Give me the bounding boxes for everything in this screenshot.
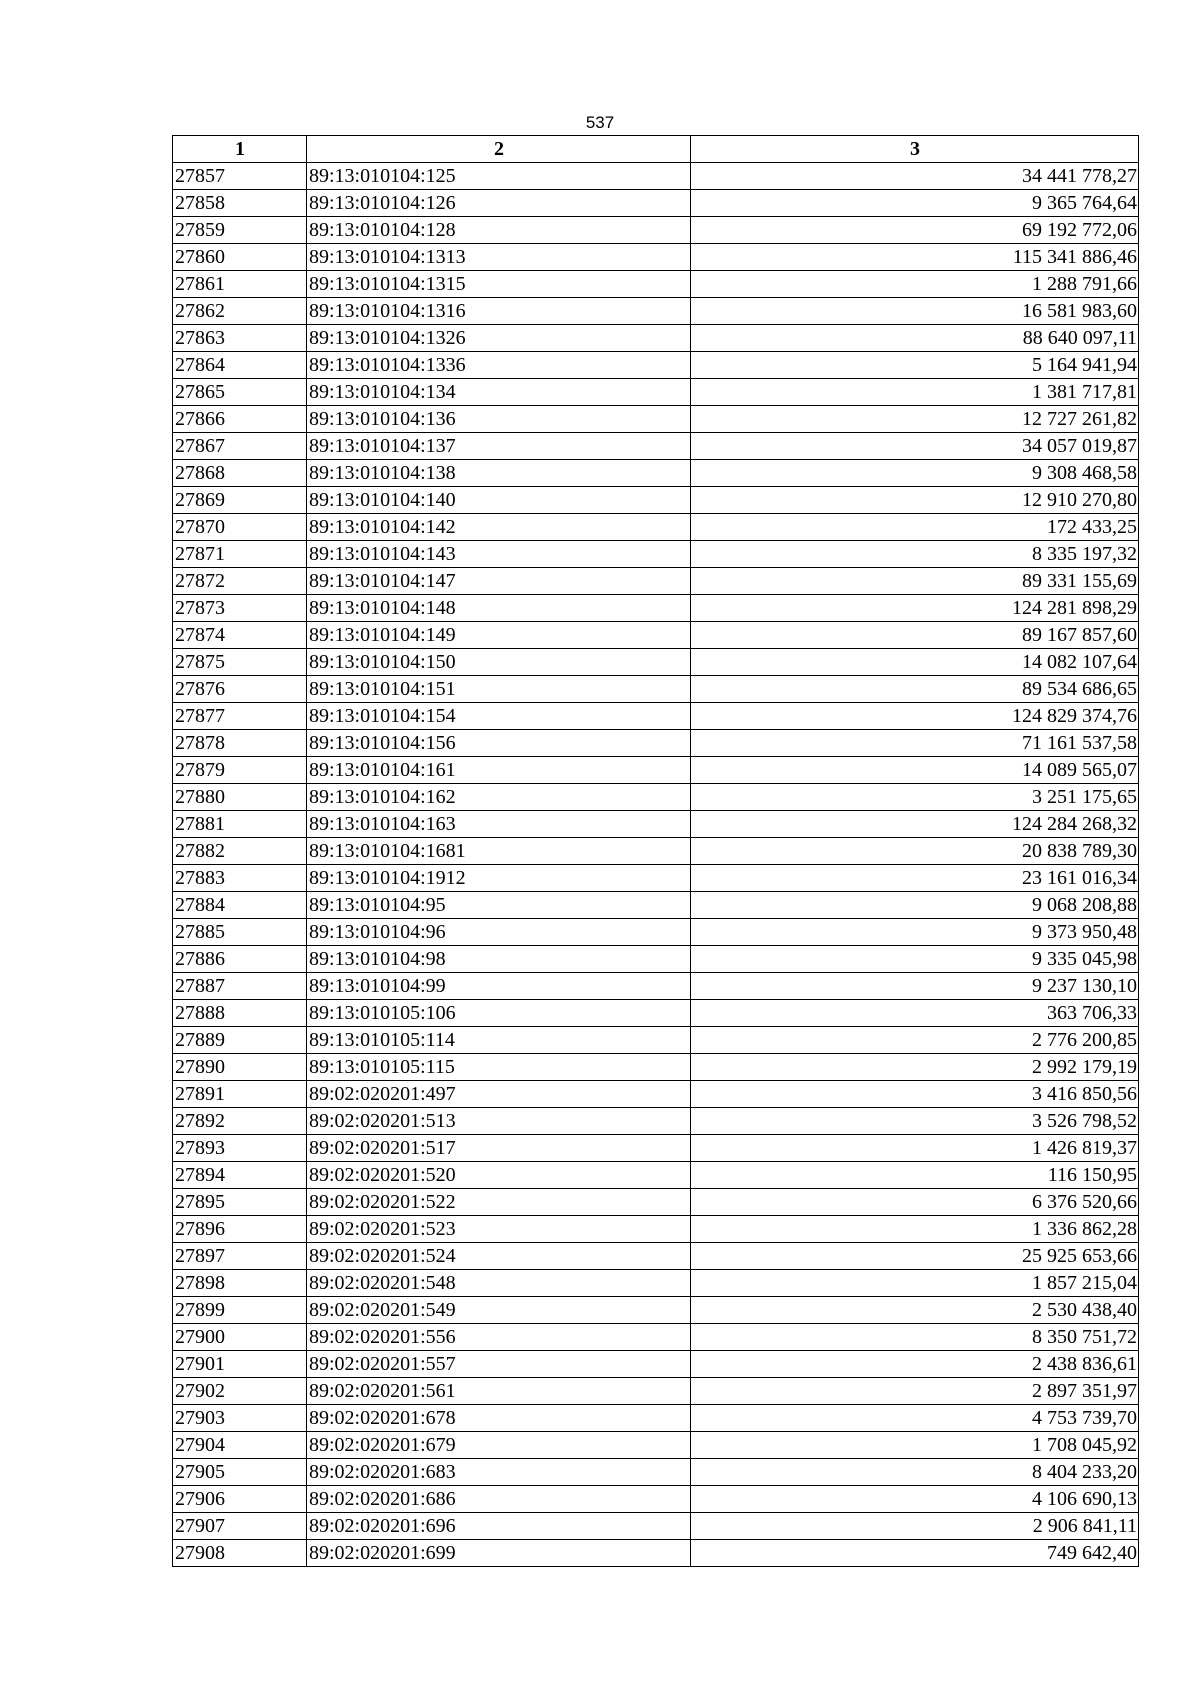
table-row xyxy=(173,676,1139,703)
cadastral-value-cell: 4 753 739,70 xyxy=(691,1405,1139,1432)
cadastral-number-cell: 89:02:020201:557 xyxy=(307,1351,691,1378)
table-row xyxy=(173,217,1139,244)
cadastral-number-cell: 89:13:010104:148 xyxy=(307,595,691,622)
cadastral-number-cell: 89:13:010104:162 xyxy=(307,784,691,811)
cadastral-value-cell: 8 335 197,32 xyxy=(691,541,1139,568)
cadastral-value-cell: 25 925 653,66 xyxy=(691,1243,1139,1270)
cadastral-value-cell: 124 829 374,76 xyxy=(691,703,1139,730)
row-number-cell: 27896 xyxy=(173,1216,307,1243)
cadastral-value-cell: 1 426 819,37 xyxy=(691,1135,1139,1162)
table-row xyxy=(173,1297,1139,1324)
cadastral-number-cell: 89:13:010104:1315 xyxy=(307,271,691,298)
row-number-cell: 27875 xyxy=(173,649,307,676)
row-number-cell: 27907 xyxy=(173,1513,307,1540)
cadastral-value-cell: 3 251 175,65 xyxy=(691,784,1139,811)
table-row xyxy=(173,1351,1139,1378)
cadastral-number-cell: 89:13:010104:1681 xyxy=(307,838,691,865)
table-row xyxy=(173,1000,1139,1027)
cadastral-number-cell: 89:02:020201:678 xyxy=(307,1405,691,1432)
cadastral-value-cell: 1 288 791,66 xyxy=(691,271,1139,298)
table-row xyxy=(173,757,1139,784)
row-number-cell: 27888 xyxy=(173,1000,307,1027)
cadastral-value-cell: 16 581 983,60 xyxy=(691,298,1139,325)
cadastral-number-cell: 89:13:010104:140 xyxy=(307,487,691,514)
cadastral-value-cell: 115 341 886,46 xyxy=(691,244,1139,271)
table-row xyxy=(173,352,1139,379)
cadastral-value-cell: 1 336 862,28 xyxy=(691,1216,1139,1243)
row-number-cell: 27901 xyxy=(173,1351,307,1378)
cadastral-number-cell: 89:13:010104:163 xyxy=(307,811,691,838)
cadastral-value-cell: 3 526 798,52 xyxy=(691,1108,1139,1135)
row-number-cell: 27889 xyxy=(173,1027,307,1054)
cadastral-number-cell: 89:02:020201:696 xyxy=(307,1513,691,1540)
table-row xyxy=(173,784,1139,811)
row-number-cell: 27859 xyxy=(173,217,307,244)
table-row xyxy=(173,1135,1139,1162)
cadastral-value-cell: 749 642,40 xyxy=(691,1540,1139,1567)
table-row xyxy=(173,1513,1139,1540)
cadastral-number-cell: 89:02:020201:549 xyxy=(307,1297,691,1324)
cadastral-number-cell: 89:13:010105:115 xyxy=(307,1054,691,1081)
row-number-cell: 27881 xyxy=(173,811,307,838)
row-number-cell: 27908 xyxy=(173,1540,307,1567)
column-header-2: 2 xyxy=(307,136,691,163)
cadastral-value-cell: 1 708 045,92 xyxy=(691,1432,1139,1459)
cadastral-number-cell: 89:02:020201:523 xyxy=(307,1216,691,1243)
table-row xyxy=(173,433,1139,460)
page-number: 537 xyxy=(585,113,615,132)
cadastral-value-cell: 34 057 019,87 xyxy=(691,433,1139,460)
cadastral-value-cell: 4 106 690,13 xyxy=(691,1486,1139,1513)
cadastral-number-cell: 89:02:020201:679 xyxy=(307,1432,691,1459)
row-number-cell: 27863 xyxy=(173,325,307,352)
table-row xyxy=(173,595,1139,622)
cadastral-value-cell: 6 376 520,66 xyxy=(691,1189,1139,1216)
cadastral-number-cell: 89:02:020201:686 xyxy=(307,1486,691,1513)
row-number-cell: 27890 xyxy=(173,1054,307,1081)
row-number-cell: 27868 xyxy=(173,460,307,487)
row-number-cell: 27893 xyxy=(173,1135,307,1162)
row-number-cell: 27891 xyxy=(173,1081,307,1108)
cadastral-number-cell: 89:13:010104:99 xyxy=(307,973,691,1000)
row-number-cell: 27884 xyxy=(173,892,307,919)
cadastral-number-cell: 89:13:010104:1336 xyxy=(307,352,691,379)
cadastral-value-cell: 124 284 268,32 xyxy=(691,811,1139,838)
cadastral-value-cell: 89 331 155,69 xyxy=(691,568,1139,595)
row-number-cell: 27904 xyxy=(173,1432,307,1459)
cadastral-number-cell: 89:13:010104:151 xyxy=(307,676,691,703)
cadastral-value-cell: 116 150,95 xyxy=(691,1162,1139,1189)
row-number-cell: 27879 xyxy=(173,757,307,784)
cadastral-value-cell: 69 192 772,06 xyxy=(691,217,1139,244)
row-number-cell: 27871 xyxy=(173,541,307,568)
cadastral-value-cell: 23 161 016,34 xyxy=(691,865,1139,892)
cadastral-number-cell: 89:13:010104:128 xyxy=(307,217,691,244)
row-number-cell: 27872 xyxy=(173,568,307,595)
cadastral-number-cell: 89:13:010104:1316 xyxy=(307,298,691,325)
table-row xyxy=(173,190,1139,217)
row-number-cell: 27906 xyxy=(173,1486,307,1513)
cadastral-value-cell: 89 167 857,60 xyxy=(691,622,1139,649)
cadastral-number-cell: 89:02:020201:497 xyxy=(307,1081,691,1108)
table-row xyxy=(173,892,1139,919)
row-number-cell: 27864 xyxy=(173,352,307,379)
cadastral-number-cell: 89:02:020201:561 xyxy=(307,1378,691,1405)
table-row xyxy=(173,163,1139,190)
cadastral-value-cell: 2 992 179,19 xyxy=(691,1054,1139,1081)
table-row xyxy=(173,1243,1139,1270)
cadastral-value-cell: 8 350 751,72 xyxy=(691,1324,1139,1351)
cadastral-value-cell: 71 161 537,58 xyxy=(691,730,1139,757)
row-number-cell: 27865 xyxy=(173,379,307,406)
column-header-1: 1 xyxy=(173,136,307,163)
table-row xyxy=(173,460,1139,487)
table-row xyxy=(173,838,1139,865)
row-number-cell: 27862 xyxy=(173,298,307,325)
cadastral-number-cell: 89:02:020201:683 xyxy=(307,1459,691,1486)
table-row xyxy=(173,730,1139,757)
row-number-cell: 27866 xyxy=(173,406,307,433)
cadastral-number-cell: 89:13:010104:96 xyxy=(307,919,691,946)
table-row xyxy=(173,1432,1139,1459)
cadastral-number-cell: 89:13:010104:98 xyxy=(307,946,691,973)
cadastral-value-cell: 9 373 950,48 xyxy=(691,919,1139,946)
table-row xyxy=(173,973,1139,1000)
cadastral-value-cell: 12 727 261,82 xyxy=(691,406,1139,433)
row-number-cell: 27873 xyxy=(173,595,307,622)
cadastral-value-cell: 1 381 717,81 xyxy=(691,379,1139,406)
row-number-cell: 27898 xyxy=(173,1270,307,1297)
row-number-cell: 27878 xyxy=(173,730,307,757)
row-number-cell: 27874 xyxy=(173,622,307,649)
cadastral-number-cell: 89:13:010105:114 xyxy=(307,1027,691,1054)
cadastral-value-cell: 88 640 097,11 xyxy=(691,325,1139,352)
row-number-cell: 27897 xyxy=(173,1243,307,1270)
table-row xyxy=(173,541,1139,568)
table-row xyxy=(173,1081,1139,1108)
cadastral-number-cell: 89:02:020201:517 xyxy=(307,1135,691,1162)
row-number-cell: 27858 xyxy=(173,190,307,217)
cadastral-number-cell: 89:02:020201:520 xyxy=(307,1162,691,1189)
cadastral-value-cell: 2 906 841,11 xyxy=(691,1513,1139,1540)
row-number-cell: 27867 xyxy=(173,433,307,460)
cadastral-number-cell: 89:13:010104:154 xyxy=(307,703,691,730)
table-row xyxy=(173,271,1139,298)
table-row xyxy=(173,946,1139,973)
table-body xyxy=(173,163,1139,1567)
cadastral-value-cell: 172 433,25 xyxy=(691,514,1139,541)
cadastral-value-cell: 2 897 351,97 xyxy=(691,1378,1139,1405)
cadastral-number-cell: 89:13:010104:136 xyxy=(307,406,691,433)
table-row xyxy=(173,1162,1139,1189)
table-row xyxy=(173,919,1139,946)
row-number-cell: 27876 xyxy=(173,676,307,703)
table-row xyxy=(173,811,1139,838)
table-row xyxy=(173,325,1139,352)
cadastral-number-cell: 89:13:010104:149 xyxy=(307,622,691,649)
cadastral-value-cell: 124 281 898,29 xyxy=(691,595,1139,622)
table-row xyxy=(173,649,1139,676)
table-row xyxy=(173,1459,1139,1486)
table-header-row xyxy=(173,136,1139,163)
table-row xyxy=(173,1108,1139,1135)
cadastral-number-cell: 89:13:010104:1326 xyxy=(307,325,691,352)
row-number-cell: 27886 xyxy=(173,946,307,973)
table-row xyxy=(173,1270,1139,1297)
cadastral-value-cell: 9 068 208,88 xyxy=(691,892,1139,919)
cadastral-number-cell: 89:13:010104:138 xyxy=(307,460,691,487)
row-number-cell: 27895 xyxy=(173,1189,307,1216)
cadastral-value-cell: 14 082 107,64 xyxy=(691,649,1139,676)
row-number-cell: 27894 xyxy=(173,1162,307,1189)
cadastral-number-cell: 89:13:010104:134 xyxy=(307,379,691,406)
cadastral-value-cell: 20 838 789,30 xyxy=(691,838,1139,865)
row-number-cell: 27860 xyxy=(173,244,307,271)
row-number-cell: 27880 xyxy=(173,784,307,811)
row-number-cell: 27903 xyxy=(173,1405,307,1432)
row-number-cell: 27870 xyxy=(173,514,307,541)
table-row xyxy=(173,406,1139,433)
table-row xyxy=(173,1216,1139,1243)
cadastral-number-cell: 89:02:020201:522 xyxy=(307,1189,691,1216)
cadastral-value-cell: 89 534 686,65 xyxy=(691,676,1139,703)
table-row xyxy=(173,622,1139,649)
row-number-cell: 27887 xyxy=(173,973,307,1000)
table-row xyxy=(173,487,1139,514)
cadastral-number-cell: 89:02:020201:548 xyxy=(307,1270,691,1297)
table-row xyxy=(173,1027,1139,1054)
row-number-cell: 27861 xyxy=(173,271,307,298)
cadastral-number-cell: 89:13:010104:150 xyxy=(307,649,691,676)
table-row xyxy=(173,568,1139,595)
cadastral-number-cell: 89:13:010104:1313 xyxy=(307,244,691,271)
cadastral-value-table xyxy=(172,135,1139,1567)
cadastral-value-cell: 2 530 438,40 xyxy=(691,1297,1139,1324)
table-row xyxy=(173,1324,1139,1351)
cadastral-value-cell: 8 404 233,20 xyxy=(691,1459,1139,1486)
cadastral-value-cell: 9 237 130,10 xyxy=(691,973,1139,1000)
table-row xyxy=(173,703,1139,730)
row-number-cell: 27882 xyxy=(173,838,307,865)
cadastral-number-cell: 89:02:020201:556 xyxy=(307,1324,691,1351)
cadastral-value-cell: 2 776 200,85 xyxy=(691,1027,1139,1054)
cadastral-value-cell: 5 164 941,94 xyxy=(691,352,1139,379)
row-number-cell: 27869 xyxy=(173,487,307,514)
cadastral-number-cell: 89:13:010104:125 xyxy=(307,163,691,190)
cadastral-number-cell: 89:02:020201:699 xyxy=(307,1540,691,1567)
table-row xyxy=(173,1054,1139,1081)
cadastral-value-cell: 12 910 270,80 xyxy=(691,487,1139,514)
table-row xyxy=(173,1486,1139,1513)
cadastral-value-cell: 2 438 836,61 xyxy=(691,1351,1139,1378)
cadastral-value-cell: 363 706,33 xyxy=(691,1000,1139,1027)
row-number-cell: 27900 xyxy=(173,1324,307,1351)
row-number-cell: 27883 xyxy=(173,865,307,892)
cadastral-value-cell: 9 335 045,98 xyxy=(691,946,1139,973)
row-number-cell: 27899 xyxy=(173,1297,307,1324)
table-row xyxy=(173,1405,1139,1432)
table-row xyxy=(173,1378,1139,1405)
cadastral-value-cell: 34 441 778,27 xyxy=(691,163,1139,190)
row-number-cell: 27902 xyxy=(173,1378,307,1405)
cadastral-number-cell: 89:13:010104:137 xyxy=(307,433,691,460)
table-row xyxy=(173,865,1139,892)
cadastral-value-cell: 1 857 215,04 xyxy=(691,1270,1139,1297)
cadastral-number-cell: 89:13:010104:143 xyxy=(307,541,691,568)
cadastral-number-cell: 89:13:010104:95 xyxy=(307,892,691,919)
cadastral-number-cell: 89:13:010104:126 xyxy=(307,190,691,217)
column-header-3: 3 xyxy=(691,136,1139,163)
table-row xyxy=(173,514,1139,541)
cadastral-number-cell: 89:13:010104:1912 xyxy=(307,865,691,892)
row-number-cell: 27857 xyxy=(173,163,307,190)
table-row xyxy=(173,298,1139,325)
cadastral-number-cell: 89:13:010104:142 xyxy=(307,514,691,541)
cadastral-number-cell: 89:02:020201:513 xyxy=(307,1108,691,1135)
cadastral-number-cell: 89:13:010104:147 xyxy=(307,568,691,595)
cadastral-number-cell: 89:13:010105:106 xyxy=(307,1000,691,1027)
cadastral-number-cell: 89:13:010104:161 xyxy=(307,757,691,784)
table-row xyxy=(173,379,1139,406)
cadastral-value-cell: 9 308 468,58 xyxy=(691,460,1139,487)
table-row xyxy=(173,1189,1139,1216)
cadastral-value-cell: 3 416 850,56 xyxy=(691,1081,1139,1108)
table-row xyxy=(173,244,1139,271)
row-number-cell: 27877 xyxy=(173,703,307,730)
cadastral-number-cell: 89:13:010104:156 xyxy=(307,730,691,757)
row-number-cell: 27885 xyxy=(173,919,307,946)
cadastral-number-cell: 89:02:020201:524 xyxy=(307,1243,691,1270)
row-number-cell: 27892 xyxy=(173,1108,307,1135)
cadastral-value-cell: 9 365 764,64 xyxy=(691,190,1139,217)
cadastral-value-cell: 14 089 565,07 xyxy=(691,757,1139,784)
row-number-cell: 27905 xyxy=(173,1459,307,1486)
table-row xyxy=(173,1540,1139,1567)
